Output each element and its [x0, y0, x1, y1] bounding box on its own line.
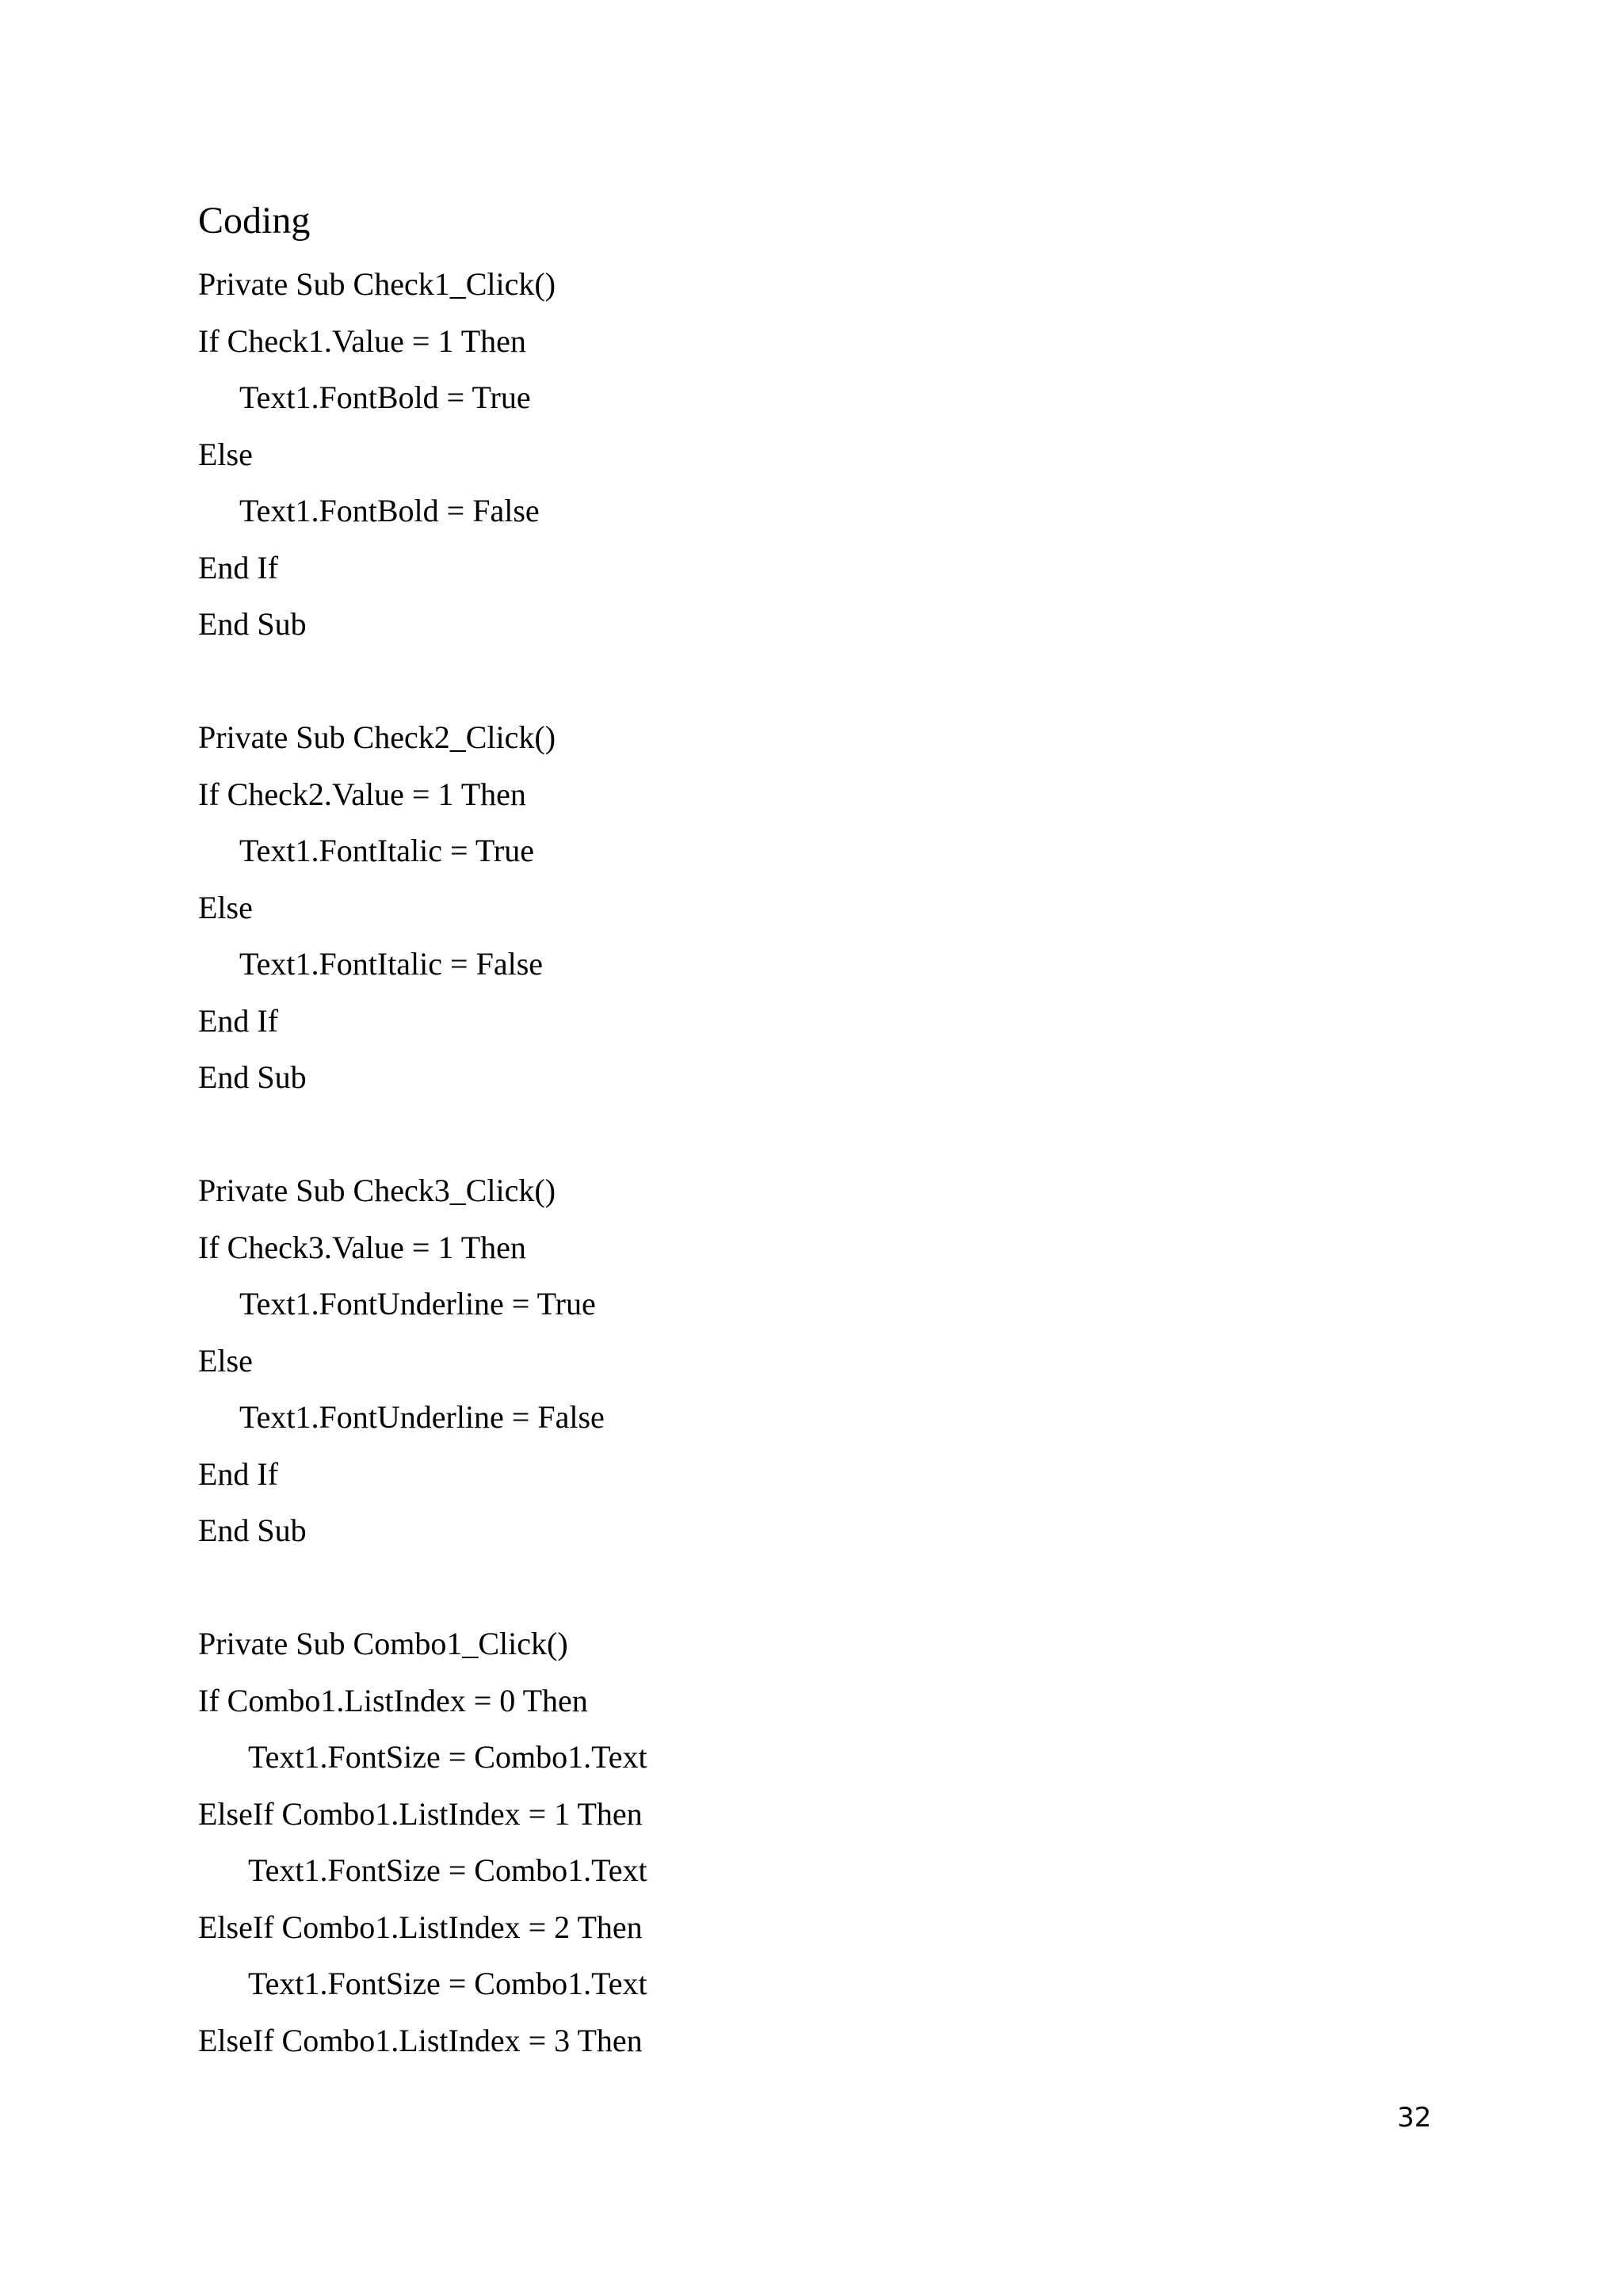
section-heading: Coding [198, 200, 311, 242]
page-number: 32 [1397, 2102, 1432, 2134]
code-line: Else [198, 889, 253, 925]
code-line: Text1.FontBold = True [239, 379, 531, 415]
code-line: End If [198, 549, 279, 585]
code-line: Text1.FontSize = Combo1.Text [248, 1739, 647, 1775]
code-line: If Check3.Value = 1 Then [198, 1229, 526, 1265]
code-line: End Sub [198, 606, 307, 642]
blank-line [198, 1559, 647, 1616]
code-line: Text1.FontItalic = False [239, 946, 544, 982]
code-line: ElseIf Combo1.ListIndex = 2 Then [198, 1909, 643, 1945]
code-line: If Combo1.ListIndex = 0 Then [198, 1682, 588, 1718]
code-line: Text1.FontUnderline = False [239, 1399, 605, 1435]
code-line: End Sub [198, 1059, 307, 1095]
blank-line [198, 653, 647, 710]
blank-line [198, 1106, 647, 1163]
code-listing [198, 256, 647, 2069]
code-line: Private Sub Combo1_Click() [198, 1626, 568, 1661]
code-line: ElseIf Combo1.ListIndex = 3 Then [198, 2022, 643, 2058]
code-line: Else [198, 436, 253, 472]
code-line: ElseIf Combo1.ListIndex = 1 Then [198, 1795, 643, 1832]
code-line: Text1.FontBold = False [239, 493, 540, 528]
code-line: End If [198, 1002, 279, 1039]
code-line: Else [198, 1342, 253, 1379]
code-line: Private Sub Check2_Click() [198, 719, 556, 755]
code-line: If Check2.Value = 1 Then [198, 776, 526, 812]
code-line: Text1.FontItalic = True [239, 833, 534, 868]
code-line: End Sub [198, 1512, 307, 1548]
code-line: Text1.FontSize = Combo1.Text [248, 1852, 647, 1888]
code-line: Text1.FontSize = Combo1.Text [248, 1966, 647, 2001]
code-line: If Check1.Value = 1 Then [198, 322, 526, 359]
code-line: End If [198, 1455, 279, 1492]
code-line: Text1.FontUnderline = True [239, 1286, 596, 1322]
code-line: Private Sub Check1_Click() [198, 266, 556, 302]
code-line: Private Sub Check3_Click() [198, 1173, 556, 1208]
